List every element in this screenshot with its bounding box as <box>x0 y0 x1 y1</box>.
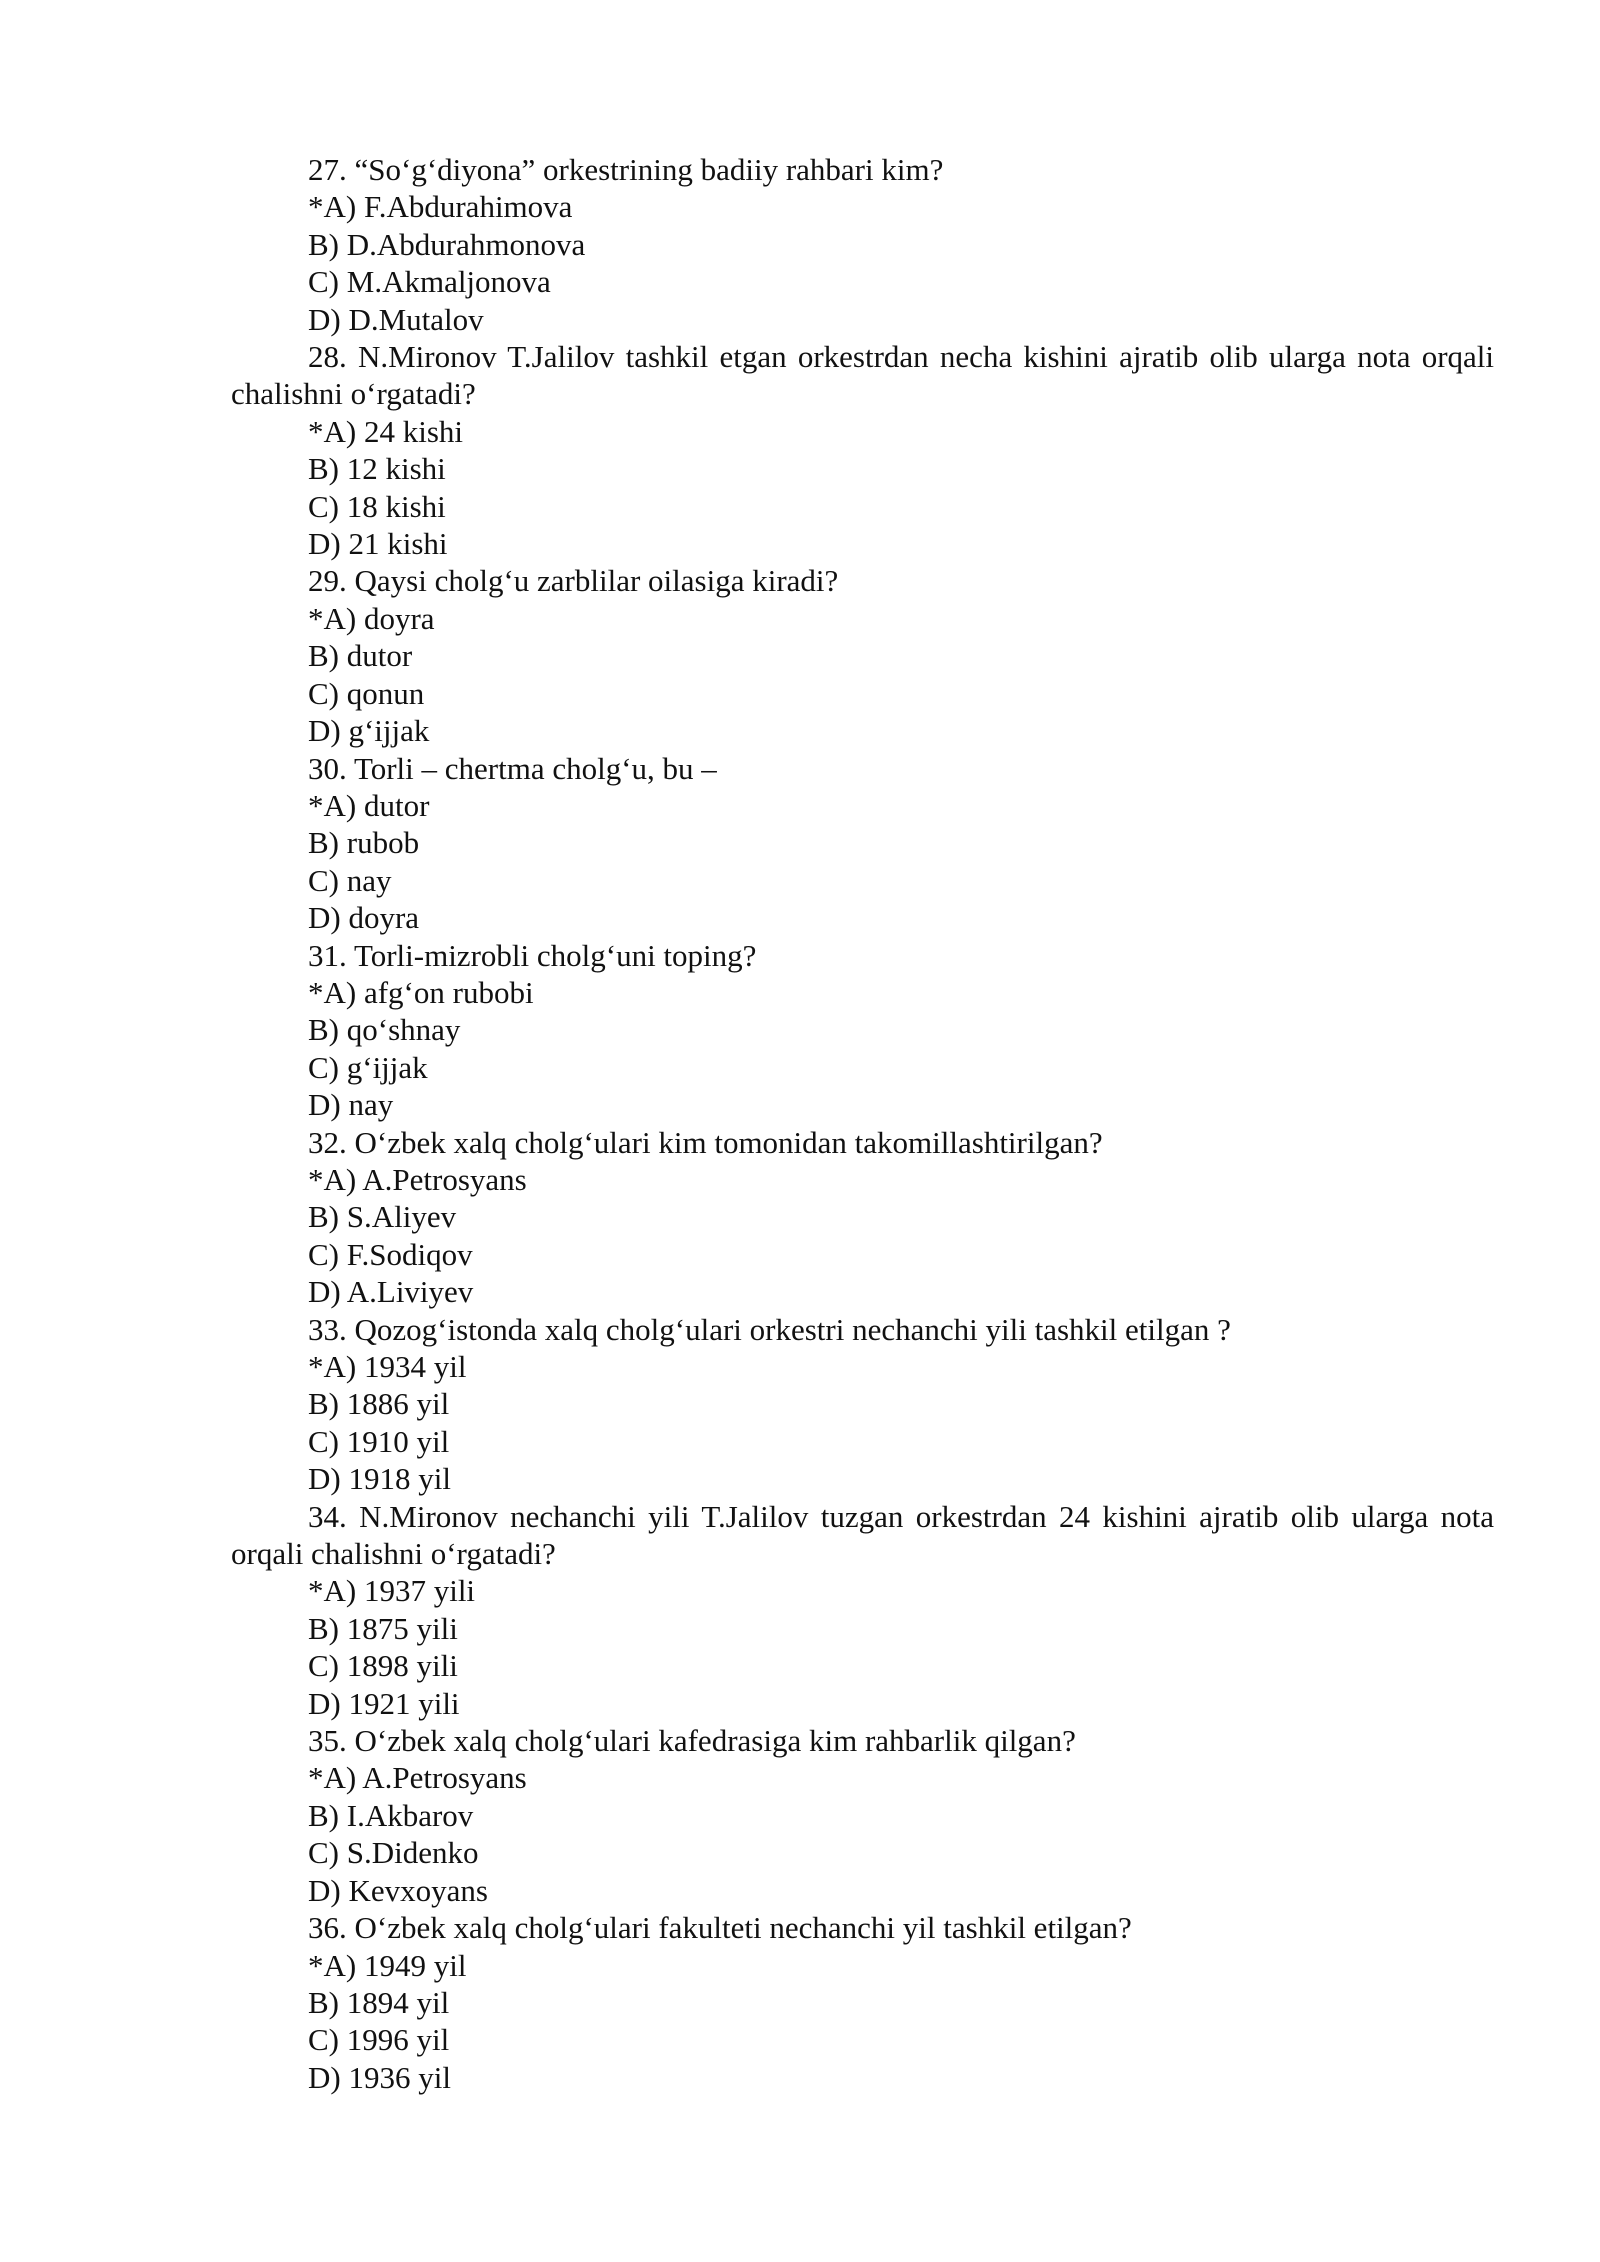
answer-option: C) 1898 yili <box>308 1648 458 1684</box>
answer-option: D) D.Mutalov <box>308 301 484 337</box>
answer-option: D) g‘ijjak <box>308 713 430 749</box>
answer-option: C) 1910 yil <box>308 1423 450 1459</box>
question-text: 28. N.Mironov T.Jalilov tashkil etgan orkestrdan necha kishini ajratib olib ularga nota orqali chalishni o‘rgatadi? <box>231 339 1494 412</box>
answer-option: B) rubob <box>308 825 420 861</box>
answer-option: C) g‘ijjak <box>308 1049 428 1085</box>
answer-option: B) dutor <box>308 638 413 674</box>
quiz-content <box>231 151 1494 2096</box>
question-block-28 <box>231 338 1494 562</box>
question-block-30 <box>231 750 1494 937</box>
question-text: 34. N.Mironov nechanchi yili T.Jalilov tuzgan orkestrdan 24 kishini ajratib olib ularga nota orqali chalishni o‘rgatadi? <box>231 1498 1494 1572</box>
answer-option: C) S.Didenko <box>308 1835 479 1871</box>
answer-option: *A) A.Petrosyans <box>308 1161 527 1197</box>
answer-option: D) 1918 yil <box>308 1461 451 1497</box>
question-block-31 <box>231 937 1494 1124</box>
answer-option: C) qonun <box>308 675 425 711</box>
answer-option: *A) 24 kishi <box>308 413 463 449</box>
answer-option: D) A.Liviyev <box>308 1274 474 1310</box>
answer-option: B) D.Abdurahmonova <box>308 226 586 262</box>
answer-option: C) M.Akmaljonova <box>308 264 551 300</box>
answer-option: B) I.Akbarov <box>308 1797 474 1833</box>
answer-option: *A) 1937 yili <box>308 1573 476 1609</box>
question-text: 30. Torli – chertma cholg‘u, bu – <box>308 750 717 786</box>
answer-option: B) 1875 yili <box>308 1610 458 1646</box>
question-block-35 <box>231 1722 1494 1909</box>
answer-option: B) qo‘shnay <box>308 1012 461 1048</box>
question-text: 35. O‘zbek xalq cholg‘ulari kafedrasiga kim rahbarlik qilgan? <box>308 1723 1076 1759</box>
question-text: 32. O‘zbek xalq cholg‘ulari kim tomonidan takomillashtirilgan? <box>308 1124 1103 1160</box>
question-text: 36. O‘zbek xalq cholg‘ulari fakulteti nechanchi yil tashkil etilgan? <box>308 1910 1132 1946</box>
question-text: 33. Qozog‘istonda xalq cholg‘ulari orkestri nechanchi yili tashkil etilgan ? <box>308 1311 1231 1347</box>
answer-option: *A) afg‘on rubobi <box>308 974 534 1010</box>
answer-option: D) 21 kishi <box>308 526 448 562</box>
answer-option: *A) 1934 yil <box>308 1349 467 1384</box>
question-block-34 <box>231 1498 1494 1722</box>
question-text: 31. Torli-mizrobli cholg‘uni toping? <box>308 937 757 973</box>
answer-option: *A) F.Abdurahimova <box>308 189 573 225</box>
answer-option: *A) A.Petrosyans <box>308 1760 527 1796</box>
answer-option: *A) dutor <box>308 787 430 823</box>
answer-option: *A) 1949 yil <box>308 1947 467 1983</box>
question-text: 27. “So‘g‘diyona” orkestrining badiiy rahbari kim? <box>308 152 944 187</box>
answer-option: C) F.Sodiqov <box>308 1236 473 1272</box>
answer-option: D) nay <box>308 1087 394 1123</box>
question-block-29 <box>231 562 1494 749</box>
question-block-32 <box>231 1124 1494 1311</box>
answer-option: C) nay <box>308 862 392 898</box>
answer-option: B) 1886 yil <box>308 1386 450 1422</box>
answer-option: C) 18 kishi <box>308 488 446 524</box>
answer-option: C) 1996 yil <box>308 2022 450 2058</box>
question-block-36 <box>231 1909 1494 2096</box>
question-text: 29. Qaysi cholg‘u zarblilar oilasiga kiradi? <box>308 563 839 599</box>
answer-option: B) S.Aliyev <box>308 1199 457 1235</box>
answer-option: D) 1936 yil <box>308 2059 451 2095</box>
answer-option: D) doyra <box>308 900 420 936</box>
answer-option: D) Kevxoyans <box>308 1872 488 1908</box>
answer-option: *A) doyra <box>308 600 435 636</box>
question-block-27 <box>231 151 1494 338</box>
answer-option: D) 1921 yili <box>308 1685 460 1721</box>
answer-option: B) 12 kishi <box>308 451 446 487</box>
answer-option: B) 1894 yil <box>308 1984 450 2020</box>
question-block-33 <box>231 1311 1494 1498</box>
